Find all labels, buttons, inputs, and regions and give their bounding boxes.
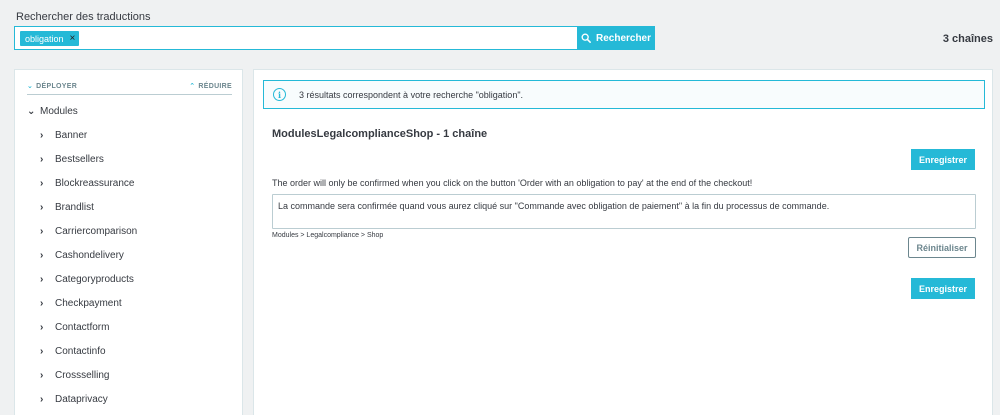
- chevron-right-icon: ›: [40, 370, 44, 381]
- expand-all-button[interactable]: ⌄ DÉPLOYER: [27, 83, 78, 90]
- source-text: The order will only be confirmed when you click on the button 'Order with an obligation to pay' at the end of the checkout!: [272, 178, 753, 188]
- chevron-right-icon: ›: [40, 226, 44, 237]
- reset-button[interactable]: Réinitialiser: [908, 237, 976, 258]
- search-tag: [20, 31, 79, 46]
- tree-item-contactform[interactable]: › Contactform: [40, 322, 110, 333]
- tree-controls: [27, 80, 232, 95]
- tree-item-brandlist[interactable]: › Brandlist: [40, 202, 94, 213]
- tree-item-carriercomparison[interactable]: › Carriercomparison: [40, 226, 138, 237]
- chevron-right-icon: ›: [40, 154, 44, 165]
- save-button-top[interactable]: Enregistrer: [911, 149, 975, 170]
- close-icon[interactable]: ×: [69, 32, 76, 44]
- search-button[interactable]: [577, 26, 655, 50]
- tree-item-cashondelivery[interactable]: › Cashondelivery: [40, 250, 124, 261]
- tree-root-label: Modules: [40, 106, 78, 117]
- chevron-down-icon: ⌄: [27, 106, 36, 117]
- tree-item-categoryproducts[interactable]: › Categoryproducts: [40, 274, 134, 285]
- chevron-right-icon: ›: [40, 298, 44, 309]
- tree-item-bestsellers[interactable]: › Bestsellers: [40, 154, 104, 165]
- alert-text: 3 résultats correspondent à votre recherche "obligation".: [299, 89, 524, 100]
- chevron-up-icon: ⌃: [189, 83, 196, 90]
- chevron-right-icon: ›: [40, 130, 44, 141]
- search-icon: [581, 33, 591, 43]
- chevron-right-icon: ›: [40, 394, 44, 405]
- search-tag-label: obligation: [25, 33, 64, 44]
- tree-item-contactinfo[interactable]: › Contactinfo: [40, 346, 106, 357]
- section-title: ModulesLegalcomplianceShop - 1 chaîne: [272, 128, 488, 140]
- chevron-right-icon: ›: [40, 202, 44, 213]
- chevron-right-icon: ›: [40, 274, 44, 285]
- tree-item-checkpayment[interactable]: › Checkpayment: [40, 298, 122, 309]
- chevron-right-icon: ›: [40, 322, 44, 333]
- translation-field[interactable]: [272, 194, 976, 229]
- collapse-all-button[interactable]: ⌃ RÉDUIRE: [189, 83, 232, 90]
- chevron-right-icon: ›: [40, 346, 44, 357]
- search-label: Rechercher des traductions: [16, 11, 151, 23]
- chevron-down-icon: ⌄: [27, 83, 34, 90]
- save-button-bottom[interactable]: Enregistrer: [911, 278, 975, 299]
- tree-item-dataprivacy[interactable]: › Dataprivacy: [40, 394, 108, 405]
- chevron-right-icon: ›: [40, 178, 44, 189]
- breadcrumb: Modules > Legalcompliance > Shop: [272, 232, 384, 239]
- result-count: 3 chaînes: [942, 33, 993, 45]
- tree-root-modules[interactable]: [27, 106, 78, 117]
- translations-panel: [253, 69, 993, 415]
- tree-item-blockreassurance[interactable]: › Blockreassurance: [40, 178, 135, 189]
- search-input[interactable]: [14, 26, 577, 50]
- chevron-right-icon: ›: [40, 250, 44, 261]
- tree-item-crossselling[interactable]: › Crossselling: [40, 370, 110, 381]
- search-button-label: Rechercher: [595, 32, 652, 44]
- info-alert: [263, 80, 985, 109]
- info-icon: i: [273, 88, 286, 101]
- module-tree: [14, 69, 243, 415]
- tree-item-banner[interactable]: › Banner: [40, 130, 88, 141]
